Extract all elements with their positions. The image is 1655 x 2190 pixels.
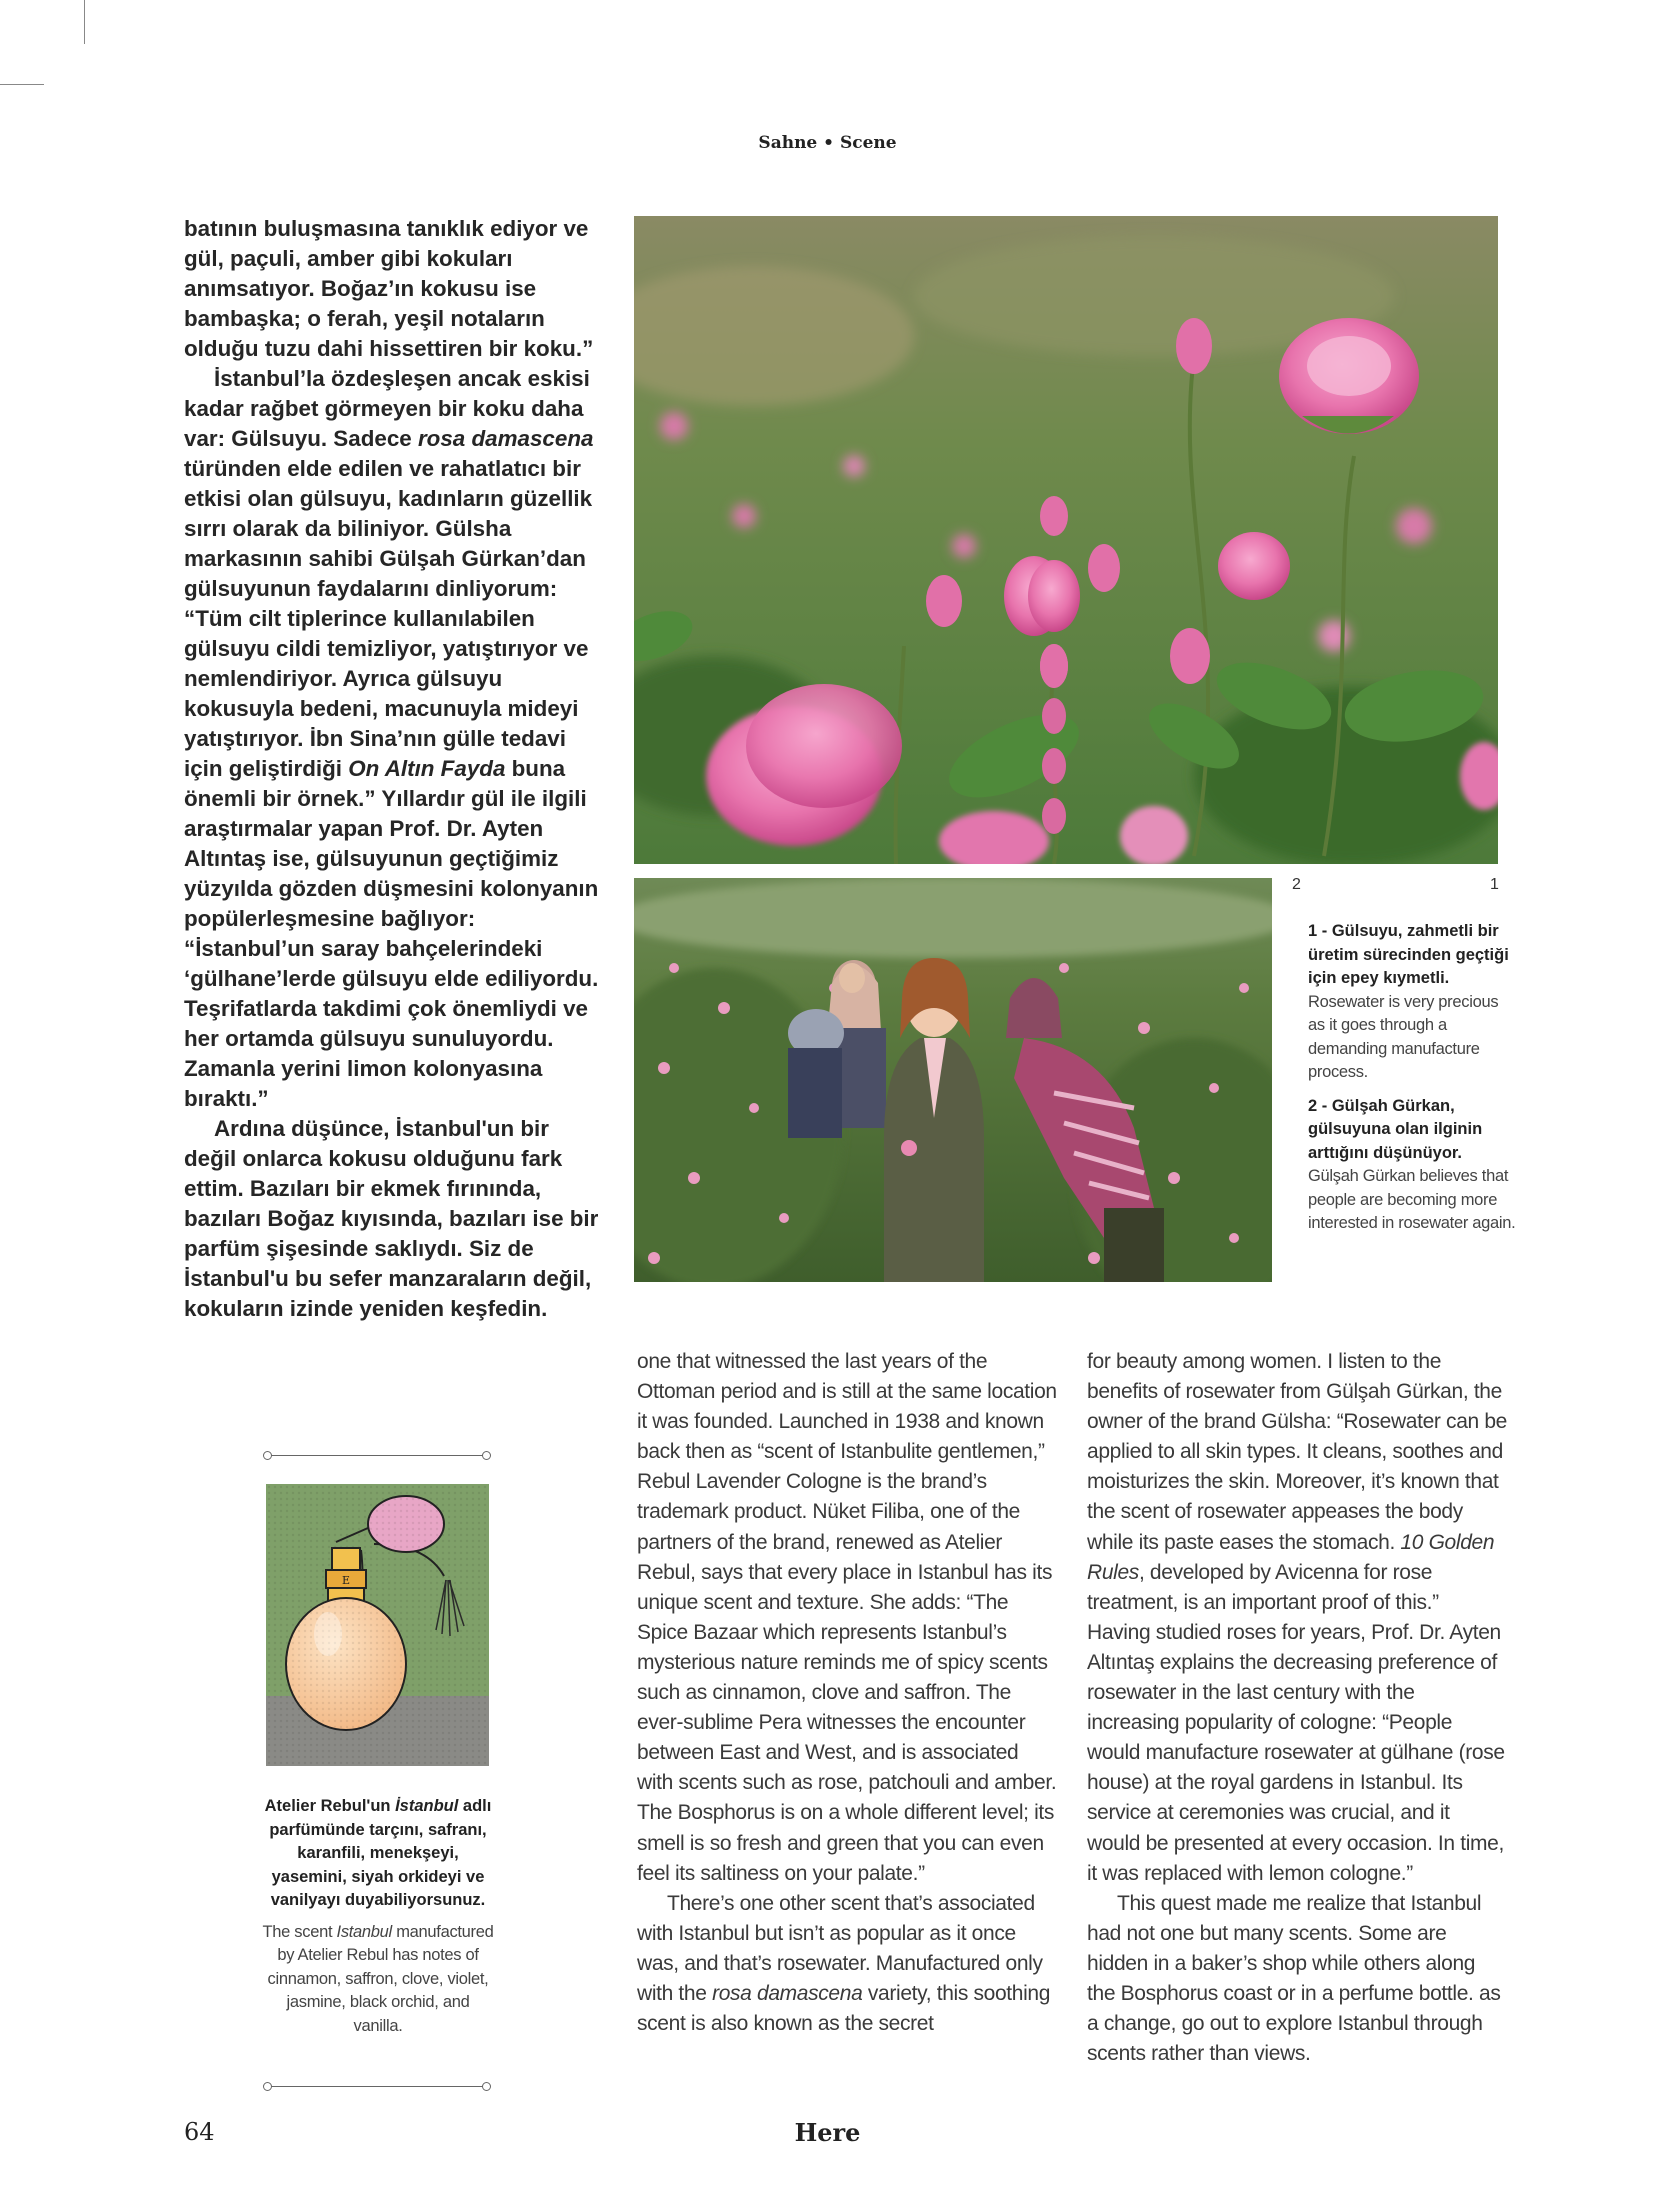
photo-number-1: 1: [1490, 876, 1499, 893]
magazine-brand: Here: [794, 2118, 861, 2147]
italic-run: On Altın Fayda: [348, 756, 506, 781]
rose-garden-photo: [634, 216, 1498, 864]
page-number: 64: [184, 2118, 215, 2146]
text-run: Atelier Rebul'un: [264, 1797, 396, 1815]
photo-captions: [1308, 920, 1518, 1246]
text-run: This quest made me realize that Istanbul had not one but many scents. Some are hidden in a baker’s shop while others along the Bosphorus coast or in a perfume bottle. as a change, go out to explore Istanbul through scents rather than views.: [1087, 1891, 1501, 2066]
text-run: İstanbul’la özdeşleşen ancak eskisi kadar rağbet görmeyen bir koku daha var: Gülsuyu. Sadece: [184, 366, 590, 451]
text-run: manufactured by Atelier Rebul has notes of cinnamon, saffron, clove, violet, jasmine, black orchid, and vanilla.: [267, 1922, 494, 2035]
section-header: Sahne • Scene: [758, 133, 897, 153]
article-paragraph: [637, 1889, 1057, 2039]
illustration-caption-english: [262, 1921, 494, 2039]
article-paragraph: [184, 214, 604, 364]
text-run: for beauty among women. I listen to the benefits of rosewater from Gülşah Gürkan, the owner of the brand Gülsha: “Rosewater can be applied to all skin types. It cleans, soothes and moisturizes the skin. Moreover, it’s known that the scent of rosewater appeases the body while its paste eases the stomach.: [1087, 1350, 1508, 1554]
caption-1-turkish: 1 - Gülsuyu, zahmetli bir üretim sürecinden geçtiği için epey kıymetli.: [1308, 922, 1509, 987]
text-run: , developed by Avicenna for rose treatment, is an important proof of this.” Having studied roses for years, Prof. Dr. Ayten Altıntaş explains the decreasing preference of rosewater in the last century with the increasing popularity of cologne: “People would manufacture rosewater at gülhane (rose house) at the royal gardens in Istanbul. Its service at ceremonies was crucial, and it would be presented at every occasion. In time, it was replaced with lemon cologne.”: [1087, 1560, 1505, 1885]
photo-number-2: 2: [1292, 876, 1301, 893]
caption-1-english: Rosewater is very precious as it goes through a demanding manufacture process.: [1308, 992, 1499, 1081]
caption-2-turkish: 2 - Gülşah Gürkan, gülsuyuna olan ilginin arttığını düşünüyor.: [1308, 1096, 1483, 1162]
text-run: The scent: [262, 1922, 337, 1941]
text-run: one that witnessed the last years of the Ottoman period and is still at the same location it was founded. Launched in 1938 and known back then as “scent of Istanbulite gentlemen,” Rebul Lavender Cologne is the brand’s trademark product. Nüket Filiba, one of the partners of the brand, renewed as Atelier Rebul, says that every place in Istanbul has its unique scent and texture. She adds: “The Spice Bazaar which represents Istanbul’s mysterious nature reminds me of spicy scents such as cinnamon, clove and saffron. The ever-sublime Pera witnesses the encounter between East and West, and is associated with scents such as rose, patchouli and amber. The Bosphorus is on a whole different level; its smell is so fresh and green that you can even feel its saltiness on your palate.”: [637, 1350, 1057, 1885]
svg-text:E: E: [341, 1574, 351, 1587]
illustration-caption: [262, 1795, 494, 2038]
text-run: Ardına düşünce, İstanbul'un bir değil onlarca kokusu olduğunu fark ettim. Bazıları bir ekmek fırınında, bazıları Boğaz kıyısında, bazıları ise bir parfüm şişesinde saklıydı. Siz de İstanbul'u bu sefer manzaraların değil, kokuların izinde yeniden keşfedin.: [184, 1116, 599, 1321]
italic-run: Istanbul: [336, 1922, 392, 1941]
article-paragraph: [184, 364, 604, 1114]
article-paragraph: [637, 1347, 1057, 1889]
text-run: There’s one other scent that’s associated with Istanbul but isn’t as popular as it once was, and that’s rosewater. Manufactured only with the: [637, 1891, 1043, 2005]
text-run: adlı parfümünde tarçını, safranı, karanfili, menekşeyi, yasemini, siyah orkideyi ve vanilyayı duyabiliyorsunuz.: [269, 1797, 492, 1909]
illustration-caption-turkish: [262, 1795, 494, 1913]
crop-mark-horizontal: [0, 84, 44, 85]
text-run: variety, this soothing scent is also known as the secret: [637, 1981, 1051, 2036]
crop-mark-vertical: [84, 0, 85, 44]
text-run: batının buluşmasına tanıklık ediyor ve gül, paçuli, amber gibi kokuları anımsatıyor. Boğaz’ın kokusu ise bambaşka; o ferah, yeşil notaların olduğu tuzu dahi hissettiren bir koku.”: [184, 216, 594, 361]
sidebar-bottom-rule: [268, 2086, 486, 2087]
english-article-column-2: [1087, 1347, 1507, 2069]
turkish-article-column: [184, 214, 604, 1324]
english-article-column-1: [637, 1347, 1057, 2039]
article-paragraph: [1087, 1889, 1507, 2070]
caption-2-english: Gülşah Gürkan believes that people are becoming more interested in rosewater again.: [1308, 1167, 1516, 1232]
text-run: buna önemli bir örnek.” Yıllardır gül ile ilgili araştırmalar yapan Prof. Dr. Ayten Altıntaş ise, gülsuyunun geçtiğimiz yüzyılda gözden düşmesini kolonyanın popülerleşmesine bağlıyor: “İstanbul’un saray bahçelerindeki ‘gülhane’lerde gülsuyu elde ediliyordu. Teşrifatlarda takdimi çok önemliydi ve her ortamda gülsuyu sunuluyordu. Zamanla yerini limon kolonyasına bıraktı.”: [184, 756, 599, 1111]
article-paragraph: [184, 1114, 604, 1324]
italic-run: rosa damascena: [712, 1981, 863, 2005]
rose-harvest-photo: [634, 878, 1272, 1282]
perfume-bottle-illustration: [266, 1484, 489, 1766]
text-run: türünden elde edilen ve rahatlatıcı bir etkisi olan gülsuyu, kadınların güzellik sırrı olarak da biliniyor. Gülsha markasının sahibi Gülşah Gürkan’dan gülsuyunun faydalarını dinliyorum: “Tüm cilt tiplerince kullanılabilen gülsuyu cildi temizliyor, yatıştırıyor ve nemlendiriyor. Ayrıca gülsuyu kokusuyla bedeni, macunuyla mideyi yatıştırıyor. İbn Sina’nın gülle tedavi için geliştirdiği: [184, 456, 593, 781]
sidebar-top-rule: [268, 1455, 486, 1456]
italic-run: 10 Golden Rules: [1087, 1530, 1495, 1584]
italic-run: İstanbul: [395, 1797, 459, 1815]
italic-run: rosa damascena: [417, 426, 594, 451]
article-paragraph: [1087, 1347, 1507, 1889]
